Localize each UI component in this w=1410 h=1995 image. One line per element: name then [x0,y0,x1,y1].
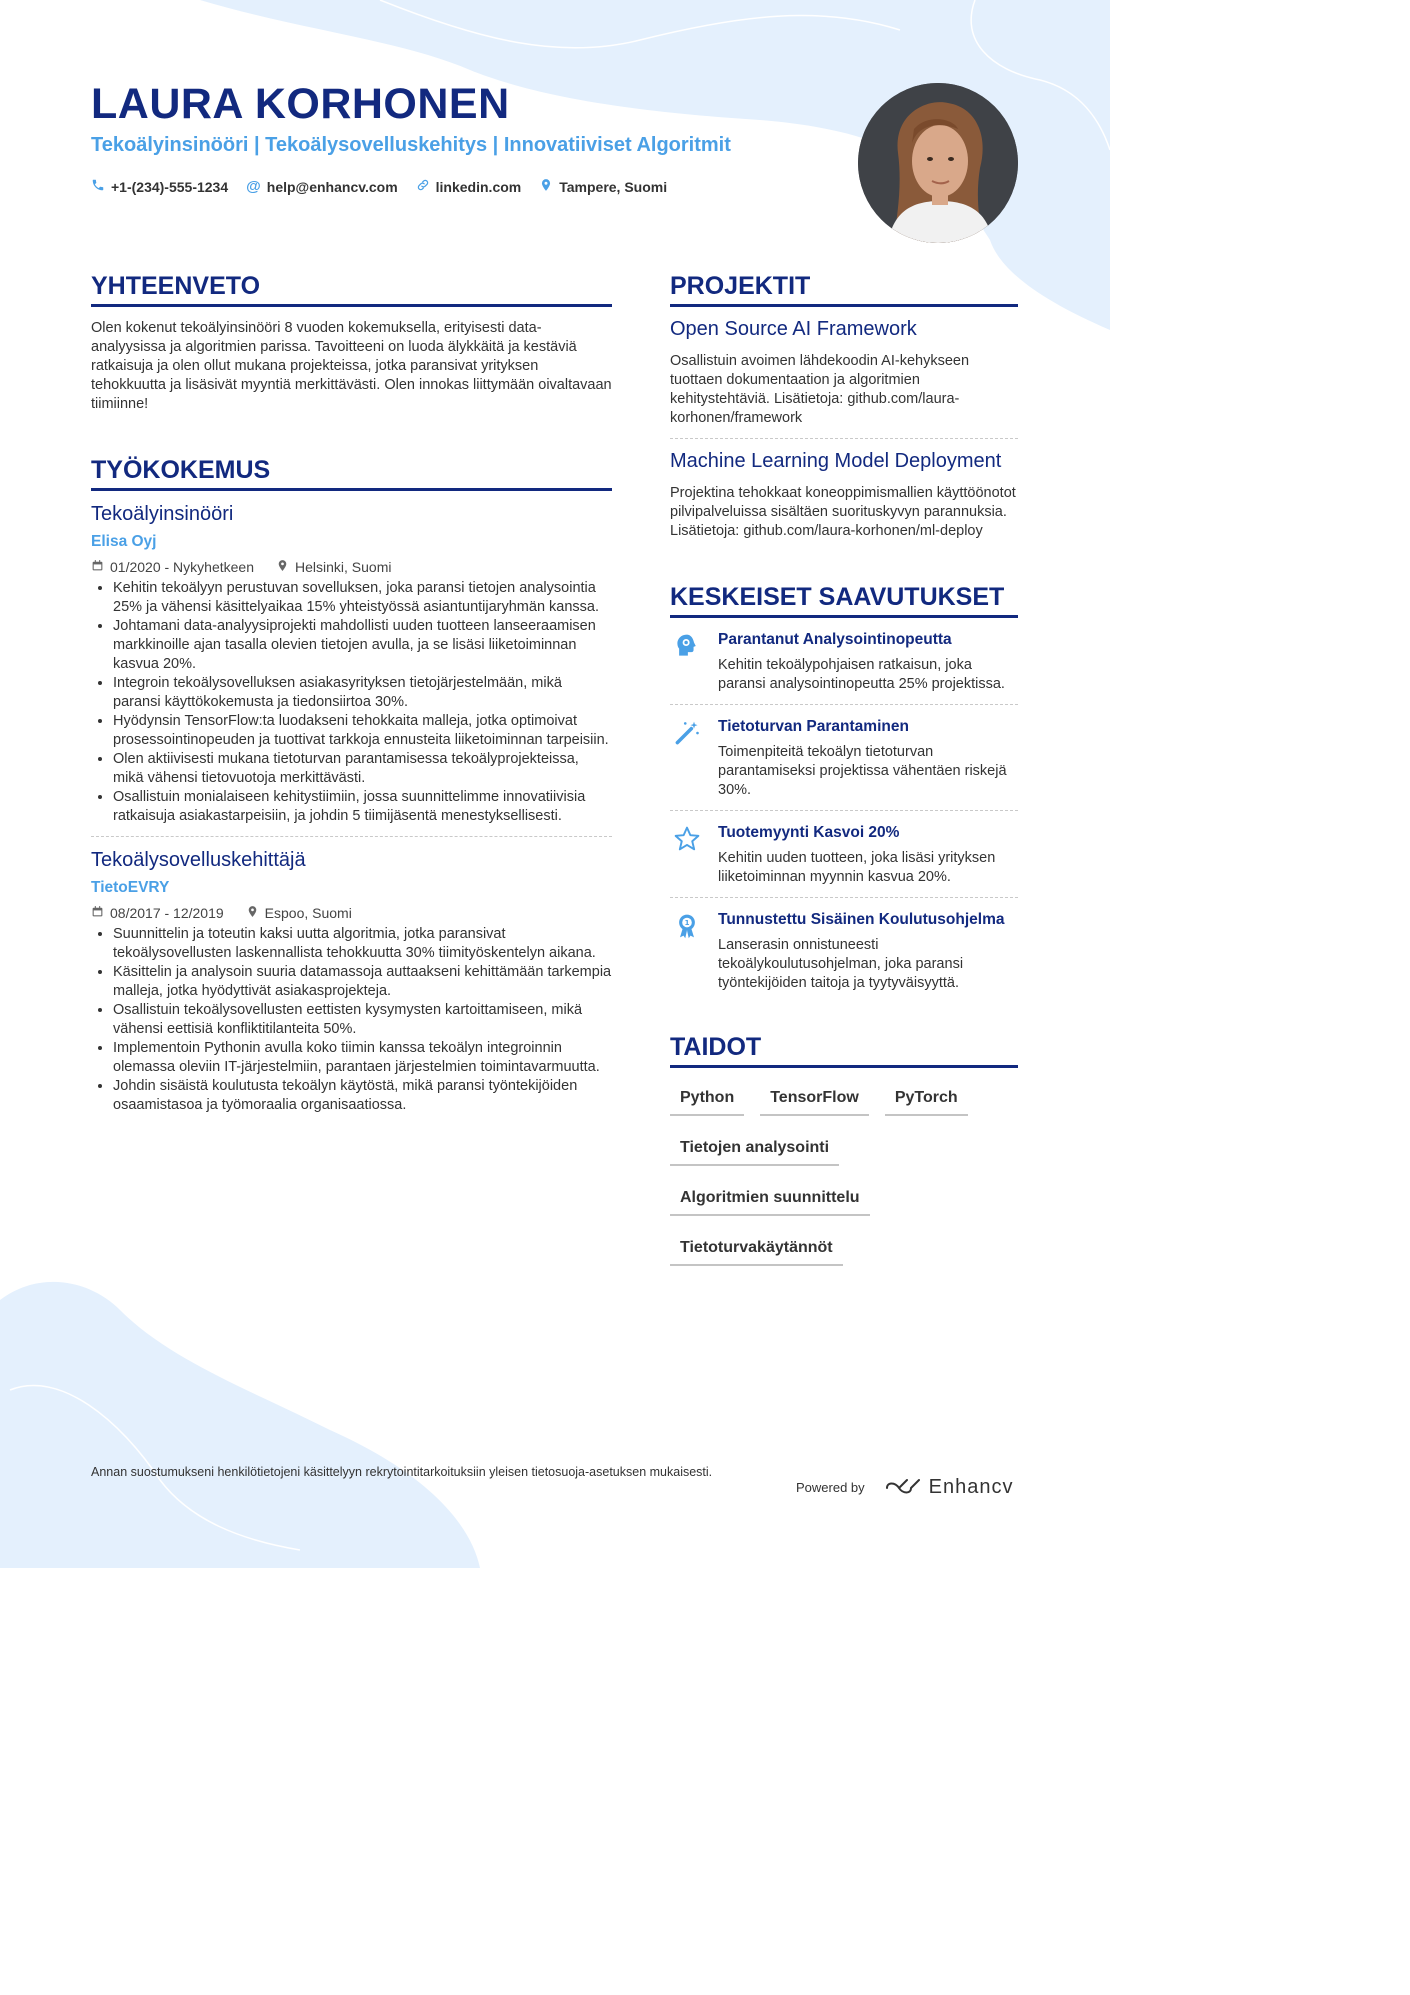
job-title: Tekoälyinsinööri [91,503,234,525]
skill-tag: Tietoturvakäytännöt [670,1232,843,1266]
skill-tag: Algoritmien suunnittelu [670,1182,870,1216]
achievement-item [670,630,1018,694]
job-bullet: • Hyödynsin TensorFlow:ta luodakseni tehokkaita malleja, jotka optimoivat prosessointinopeuden ja tuottivat tarkkoja ennusteita liiketoiminnan tarpeisiin. [113,712,612,750]
achievement-item [670,823,1018,887]
company-name: Elisa Oyj [91,533,157,550]
calendar-icon [91,557,104,577]
enhancv-logo [885,1476,1014,1499]
achievement-description: Toimenpiteitä tekoälyn tietoturvan parantamiseksi projektissa vähentäen riskejä 30%. [718,744,1007,798]
job-bullet: • Johtamani data-analyysiprojekti mahdollisti uuden tuotteen lanseeraamisen markkinoille ajan tasalla olevien tietojen avulla, ja se lisäsi liiketoiminnan kasvua 20%. [113,617,612,674]
divider [91,836,612,837]
job-meta [91,557,612,577]
job-bullets [91,925,612,1115]
achievement-description: Kehitin uuden tuotteen, joka lisäsi yrityksen liiketoiminnan myynnin kasvua 20%. [718,850,996,885]
contact-linkedin-text: linkedin.com [435,178,522,195]
svg-text:1: 1 [684,919,690,928]
job-bullet: • Olen aktiivisesti mukana tietoturvan parantamisessa tekoälyprojekteissa, mikä vähensi tietovuotoja merkittävästi. [113,750,612,788]
job-bullet: • Johdin sisäistä koulutusta tekoälyn käytöstä, mikä paransi työntekijöiden osaamistasoa ja työmoraalia organisaatiossa. [113,1077,612,1115]
job-dates [91,557,254,577]
achievement-description: Lanserasin onnistuneesti tekoälykoulutusohjelman, joka paransi työntekijöiden taitoja ja tyytyväisyyttä. [718,937,964,991]
contact-row [91,178,831,195]
project-entry [670,317,1018,428]
job-bullet: • Osallistuin monialaiseen kehitystiimiin, jossa suunnittelimme innovatiivisia ratkaisuja asiakastarpeisiin, ja johdin 5 tiimijäsentä menestyksellisesti. [113,788,612,826]
job-entry [91,847,612,1115]
project-title: Open Source AI Framework [670,318,917,340]
magic-wand-icon [670,717,704,800]
enhancv-logo-icon [885,1478,921,1498]
project-description: Projektina tehokkaat koneoppimismallien käyttöönotot pilvipalveluissa sisältäen suorituskyvyn parannuksia. Lisätietoja: github.com/laura-korhonen/ml-deploy [670,485,1016,539]
skill-tag: PyTorch [885,1082,968,1116]
powered-by[interactable] [796,1476,1014,1499]
award-ribbon-icon [670,910,704,993]
job-bullet: • Integroin tekoälysovelluksen asiakasyrityksen tietojärjestelmään, mikä paransi käyttökokemusta ja tiedonsiirtoa 30%. [113,674,612,712]
job-bullets [91,579,612,826]
job-title: Tekoälysovelluskehittäjä [91,849,306,871]
job-bullet: • Käsittelin ja analysoin suuria datamassoja auttaakseni kehittämään tarkempia malleja, jotka hyödyttivät asiakasprojekteja. [113,963,612,1001]
location-pin-icon [246,903,259,923]
divider [670,704,1018,705]
job-bullet: • Kehitin tekoälyyn perustuvan sovelluksen, joka paransi tietojen analysointia 25% ja vähensi käsittelyaikaa 15% yhteistyössä asiantuntijaryhmän kanssa. [113,579,612,617]
contact-email-text: help@enhancv.com [266,178,398,195]
job-dates-text: 08/2017 - 12/2019 [110,905,224,921]
at-icon: @ [246,178,261,195]
divider [670,897,1018,898]
job-entry [91,501,612,826]
achievement-title: Tietoturvan Parantaminen [718,718,909,735]
project-description: Osallistuin avoimen lähdekoodin AI-kehykseen tuottaen dokumentaation ja algoritmien kehitystehtäviä. Lisätietoja: github.com/laura-korhonen/framework [670,353,970,426]
resume-header [91,78,831,195]
profile-photo [858,83,1018,243]
skills-list [670,1082,1018,1266]
job-location [246,903,352,923]
contact-phone[interactable] [91,178,228,195]
head-brain-icon [670,630,704,694]
contact-phone-text: +1-(234)-555-1234 [111,178,229,195]
summary-text: Olen kokenut tekoälyinsinööri 8 vuoden kokemuksella, erityisesti data-analyysissa ja algoritmien parissa. Tavoitteeni on luoda älykkäitä ja kestäviä ratkaisuja ja olen ollut mukana projekteissa, jotka paransivat yrityksen tehokkuutta ja lisäsivät myyntiä merkittävästi. Olen innokas liittymään oivaltavaan tiimiinne! [91,320,612,412]
job-bullet: • Suunnittelin ja toteutin kaksi uutta algoritmia, jotka paransivat tekoälysovellusten laskennallista tehokkuutta 30% tiimityöskentelyn aikana. [113,925,612,963]
contact-location [539,178,667,195]
contact-linkedin[interactable] [416,178,522,195]
section-title-projects: PROJEKTIT [670,270,1018,307]
phone-icon [91,178,105,195]
contact-location-text: Tampere, Suomi [559,178,668,195]
achievement-description: Kehitin tekoälypohjaisen ratkaisun, joka paransi analysointinopeutta 25% projektissa. [718,657,1005,692]
consent-text: Annan suostumukseni henkilötietojeni käsittelyyn rekrytointitarkoituksiin yleisen tietosuoja-asetuksen mukaisesti. [91,1465,713,1479]
contact-email[interactable] [246,178,398,195]
section-title-achievements: KESKEISET SAAVUTUKSET [670,581,1018,618]
divider [670,810,1018,811]
achievement-title: Tuotemyynti Kasvoi 20% [718,824,900,841]
location-pin-icon [276,557,289,577]
achievement-item [670,910,1018,993]
project-entry [670,449,1018,541]
skill-tag: Tietojen analysointi [670,1132,839,1166]
job-meta [91,903,612,923]
company-name: TietoEVRY [91,879,170,896]
job-location [276,557,391,577]
star-icon [670,823,704,887]
job-dates [91,903,224,923]
job-dates-text: 01/2020 - Nykyhetkeen [110,559,254,575]
project-title: Machine Learning Model Deployment [670,450,1002,472]
divider [670,438,1018,439]
job-location-text: Helsinki, Suomi [294,559,392,575]
skill-tag: Python [670,1082,744,1116]
job-bullet: • Osallistuin tekoälysovellusten eettisten kysymysten kartoittamiseen, mikä vähensi eettisiä konfliktitilanteita 50%. [113,1001,612,1039]
right-column [670,270,1018,1266]
powered-by-label: Powered by [796,1480,865,1495]
candidate-name: LAURA KORHONEN [91,80,510,128]
achievement-title: Tunnustettu Sisäinen Koulutusohjelma [718,911,1005,928]
achievement-title: Parantanut Analysointinopeutta [718,631,952,648]
left-column [91,270,612,1115]
section-title-experience: TYÖKOKEMUS [91,454,612,491]
section-title-summary: YHTEENVETO [91,270,612,307]
location-pin-icon [539,178,553,195]
calendar-icon [91,903,104,923]
brand-name: Enhancv [928,1476,1014,1498]
job-location-text: Espoo, Suomi [264,905,352,921]
skill-tag: TensorFlow [760,1082,869,1116]
candidate-title: Tekoälyinsinööri | Tekoälysovelluskehitys | Innovatiiviset Algoritmit [91,134,731,156]
section-title-skills: TAIDOT [670,1031,1018,1068]
link-icon [416,178,430,195]
job-bullet: • Implementoin Pythonin avulla koko tiimin kanssa tekoälyn integroinnin olemassa oleviin IT-järjestelmiin, parantaen järjestelmien toimintavarmuutta. [113,1039,612,1077]
achievement-item [670,717,1018,800]
